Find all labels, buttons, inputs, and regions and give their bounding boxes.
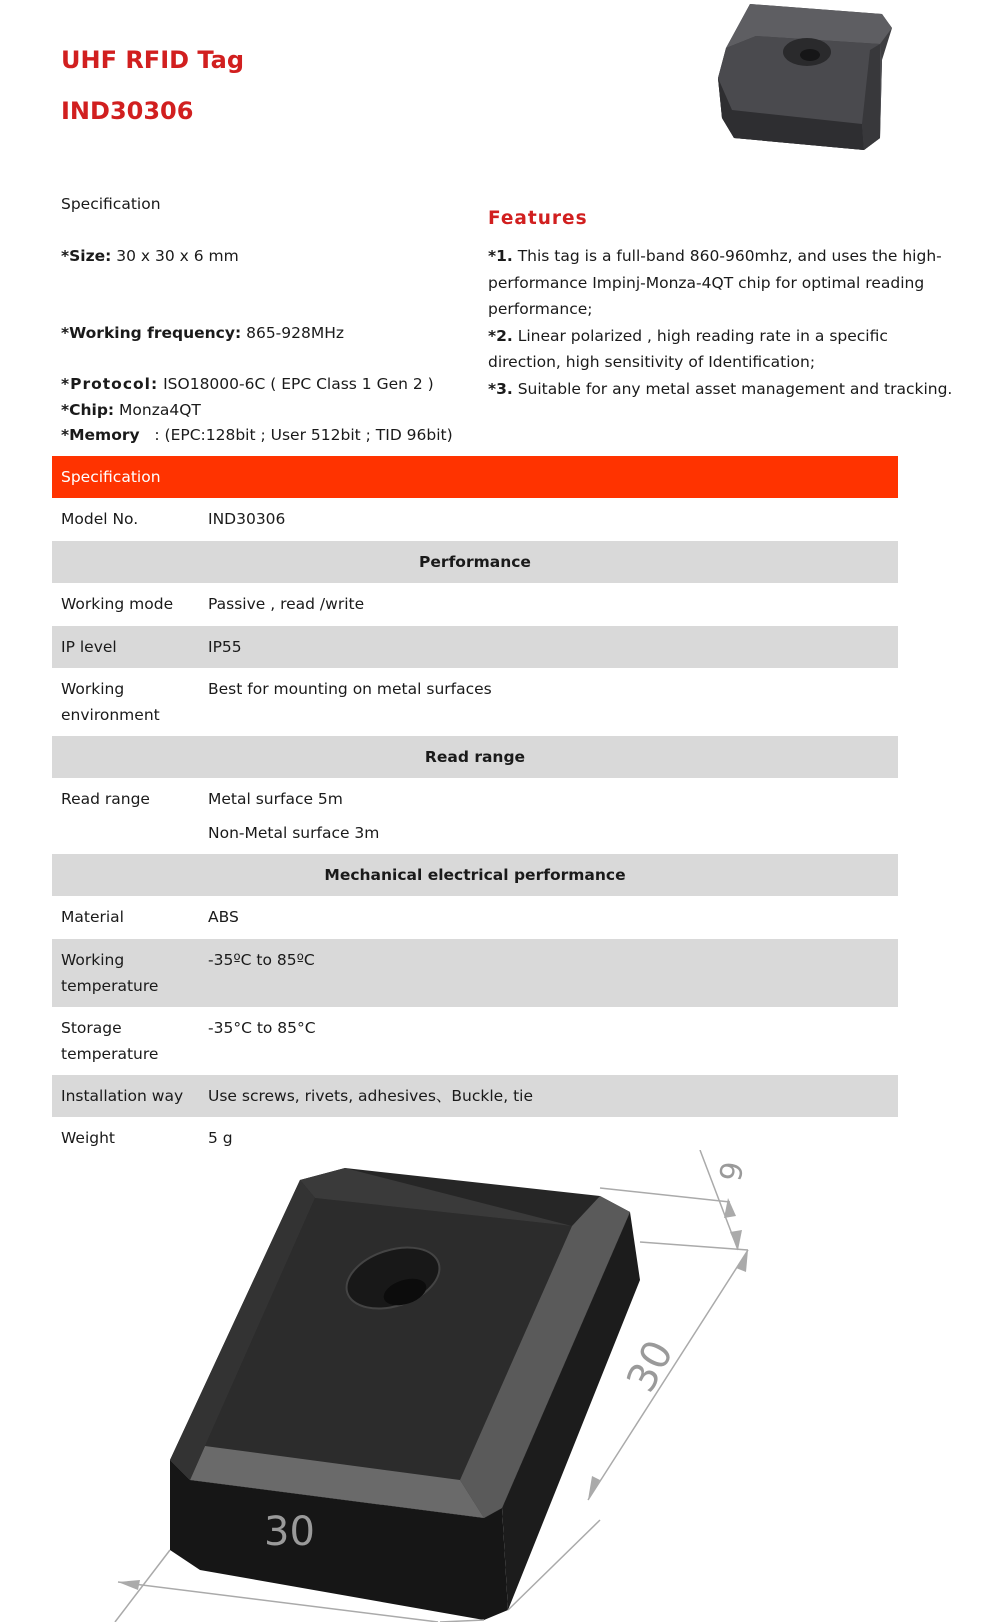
- dim-arrow: [736, 1250, 748, 1272]
- row-label: [61, 1015, 158, 1067]
- table-row: [52, 626, 898, 668]
- product-photo: [712, 0, 894, 152]
- row-value: Non-Metal surface 3m: [208, 824, 380, 842]
- spec-memory-value: : (EPC:128bit ; User 512bit ; TID 96bit): [139, 426, 453, 444]
- spec-frequency-label: *Working frequency:: [61, 324, 242, 342]
- row-value: Use screws, rivets, adhesives、Buckle, tie: [208, 1087, 533, 1105]
- row-value: -35ºC to 85ºC: [208, 951, 315, 969]
- spec-protocol-label: *Protocol:: [61, 375, 159, 393]
- spec-table-header-label: Specification: [61, 468, 161, 486]
- table-row: [52, 668, 898, 736]
- dim-arrow: [118, 1580, 140, 1590]
- spec-size: [61, 246, 239, 266]
- row-value: Best for mounting on metal surfaces: [208, 680, 492, 698]
- spec-size-label: *Size:: [61, 247, 112, 265]
- features-list: [488, 243, 958, 402]
- spec-table-header: [52, 456, 898, 498]
- section-title: Mechanical electrical performance: [324, 866, 626, 884]
- row-value: Metal surface 5m: [208, 790, 343, 808]
- feature-number: *2.: [488, 326, 513, 345]
- row-label-line: temperature: [61, 1045, 159, 1063]
- row-value: Passive , read /write: [208, 595, 365, 613]
- dim-extension-line: [600, 1188, 730, 1202]
- row-label: [61, 676, 160, 728]
- row-label-line: Storage: [61, 1019, 122, 1037]
- row-label: Read range: [61, 790, 150, 808]
- feature-item: [488, 243, 958, 323]
- dim-arrow: [588, 1476, 600, 1500]
- spec-frequency-value: 865-928MHz: [241, 324, 345, 342]
- row-value: IP55: [208, 638, 242, 656]
- row-label: IP level: [61, 638, 117, 656]
- row-label: Installation way: [61, 1087, 184, 1105]
- spec-chip-label: *Chip:: [61, 401, 115, 419]
- row-label-line: environment: [61, 706, 160, 724]
- section-mechanical: [52, 854, 898, 896]
- section-read-range: [52, 736, 898, 778]
- feature-text: Suitable for any metal asset management and tracking.: [512, 379, 953, 398]
- feature-number: *1.: [488, 247, 513, 265]
- spec-protocol-value: ISO18000-6C ( EPC Class 1 Gen 2 ): [158, 375, 434, 393]
- dim-thickness-label: 6: [710, 1158, 749, 1184]
- section-title: Read range: [424, 748, 526, 766]
- feature-item: [488, 323, 958, 376]
- row-value: 5 g: [208, 1129, 233, 1147]
- features-heading: Features: [488, 208, 588, 229]
- table-row: [52, 583, 898, 626]
- section-performance: [52, 541, 898, 583]
- table-row: [52, 1007, 898, 1075]
- spec-memory-label: *Memory: [61, 426, 140, 444]
- intro-spec-label: Specification: [61, 195, 161, 213]
- row-value: -35°C to 85°C: [208, 1019, 316, 1037]
- dim-extension-line: [640, 1242, 748, 1250]
- row-label: Working mode: [61, 595, 174, 613]
- row-value: ABS: [208, 908, 239, 926]
- product-model: IND30306: [61, 97, 194, 125]
- feature-item: [488, 376, 958, 403]
- spec-protocol: [61, 374, 434, 394]
- dim-side-bottom-label: 30: [264, 1509, 315, 1555]
- table-row: [52, 498, 898, 541]
- row-label: Model No.: [61, 510, 139, 528]
- spec-frequency: [61, 323, 344, 343]
- row-label: [61, 947, 158, 999]
- feature-text: Linear polarized , high reading rate in a specific direction, high sensitivity of Identification;: [488, 326, 888, 371]
- spec-memory: [61, 425, 453, 445]
- product-title: UHF RFID Tag: [61, 46, 245, 74]
- feature-number: *3.: [488, 379, 513, 398]
- row-label: Material: [61, 908, 124, 926]
- row-label-line: Working: [61, 951, 125, 969]
- spec-chip-value: Monza4QT: [114, 401, 201, 419]
- row-label: Weight: [61, 1129, 116, 1147]
- dim-arrow: [730, 1230, 742, 1250]
- spec-chip: [61, 400, 201, 420]
- table-row: [52, 939, 898, 1007]
- table-row: [52, 778, 898, 854]
- row-label-line: temperature: [61, 977, 159, 995]
- dim-side-right-label: 30: [618, 1333, 683, 1400]
- row-label-line: Working: [61, 680, 125, 698]
- table-row: [52, 896, 898, 939]
- section-title: Performance: [419, 553, 531, 571]
- dimension-drawing: [0, 1150, 1000, 1622]
- dim-extension-line: [115, 1550, 170, 1622]
- spec-size-value: 30 x 30 x 6 mm: [111, 247, 239, 265]
- feature-text: This tag is a full-band 860-960mhz, and uses the high-performance Impinj-Monza-4QT chip for optimal reading performance;: [488, 247, 942, 318]
- table-row: [52, 1075, 898, 1117]
- row-value: IND30306: [208, 510, 286, 528]
